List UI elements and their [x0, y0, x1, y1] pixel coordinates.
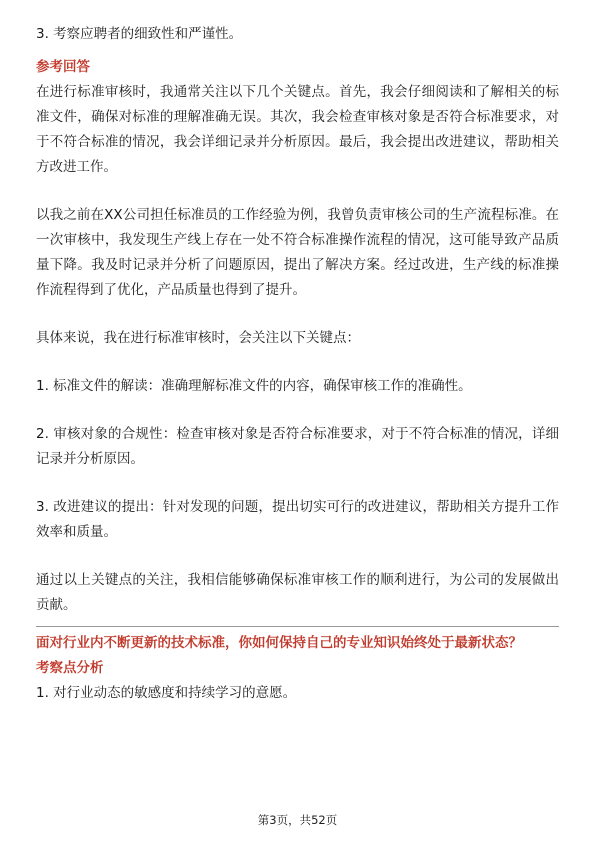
examination-point-item: 3. 考察应聘者的细致性和严谨性。	[36, 26, 243, 42]
answer-conclusion: 通过以上关键点的关注，我相信能够确保标准审核工作的顺利进行，为公司的发展做出贡献。	[36, 572, 559, 613]
analysis-heading: 考察点分析	[36, 660, 104, 676]
document-page	[36, 22, 559, 706]
analysis-item: 1. 对行业动态的敏感度和持续学习的意愿。	[36, 685, 297, 701]
question-heading: 面对行业内不断更新的技术标准，你如何保持自己的专业知识始终处于最新状态？	[36, 635, 522, 651]
answer-heading: 参考回答	[36, 59, 90, 75]
answer-paragraph: 在进行标准审核时，我通常关注以下几个关键点。首先，我会仔细阅读和了解相关的标准文件，确保对标准的理解准确无误。其次，我会检查审核对象是否符合标准要求，对于不符合标准的情况，我会详细记录并分析原因。最后，我会提出改进建议，帮助相关方改进工作。	[36, 84, 559, 175]
answer-paragraph: 以我之前在XX公司担任标准员的工作经验为例，我曾负责审核公司的生产流程标准。在一次审核中，我发现生产线上存在一处不符合标准操作流程的情况，这可能导致产品质量下降。我及时记录并分析了问题原因，提出了解决方案。经过改进，生产线的标准操作流程得到了优化，产品质量也得到了提升。	[36, 207, 559, 298]
page-footer: 第3页，共52页	[257, 813, 338, 827]
section-divider	[36, 626, 559, 627]
answer-paragraph: 具体来说，我在进行标准审核时，会关注以下关键点：	[36, 330, 360, 346]
answer-list-item: 3. 改进建议的提出：针对发现的问题，提出切实可行的改进建议，帮助相关方提升工作效率和质量。	[36, 499, 559, 540]
answer-list-item: 1. 标准文件的解读：准确理解标准文件的内容，确保审核工作的准确性。	[36, 378, 472, 394]
answer-list-item: 2. 审核对象的合规性：检查审核对象是否符合标准要求，对于不符合标准的情况，详细记录并分析原因。	[36, 426, 559, 467]
